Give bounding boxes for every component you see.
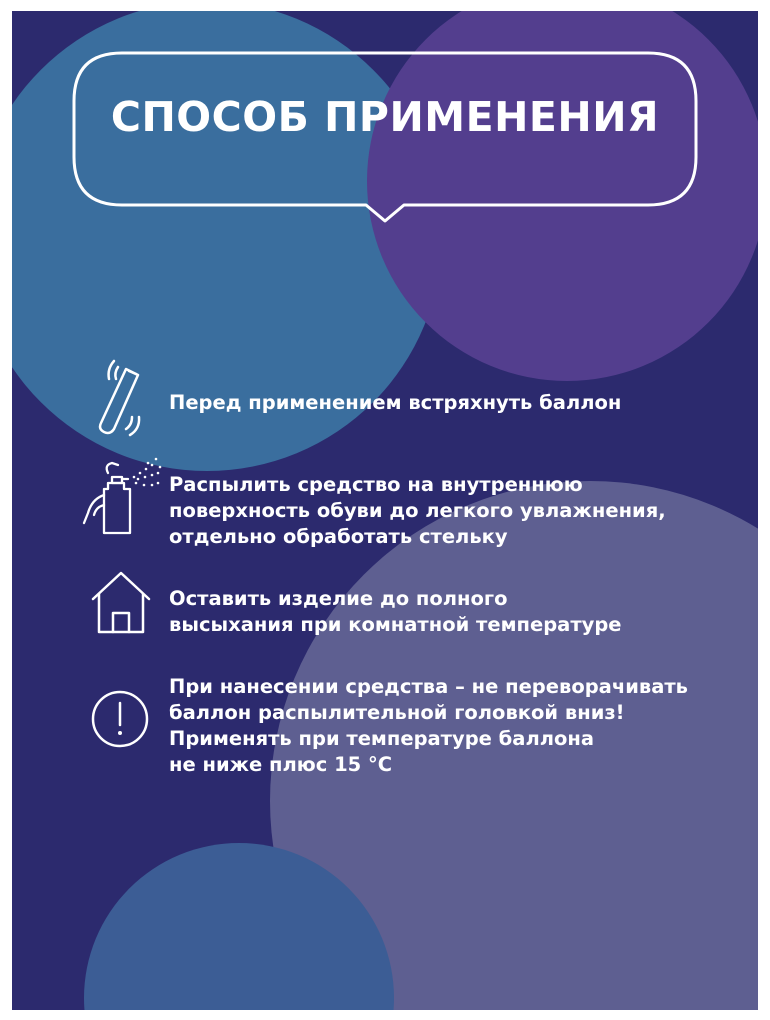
- instruction-card: [12, 11, 758, 1010]
- step-text: Распылить средство на внутреннюю поверхность обуви до легкого увлажнения, отдельно обработать стельку: [169, 473, 666, 548]
- step-text: При нанесении средства – не переворачивать баллон распылительной головкой вниз! Применять при температуре баллона не ниже плюс 15 °С: [169, 675, 689, 776]
- spray-hand-icon: [78, 455, 164, 541]
- exclamation-circle-icon: [90, 689, 150, 749]
- shake-spray-can-icon: [92, 359, 152, 437]
- house-icon: [90, 569, 152, 635]
- page-title: СПОСОБ ПРИМЕНЕНИЯ: [110, 93, 660, 141]
- step-text: Оставить изделие до полного высыхания при комнатной температуре: [169, 587, 622, 636]
- step-text: Перед применением встряхнуть баллон: [169, 391, 622, 414]
